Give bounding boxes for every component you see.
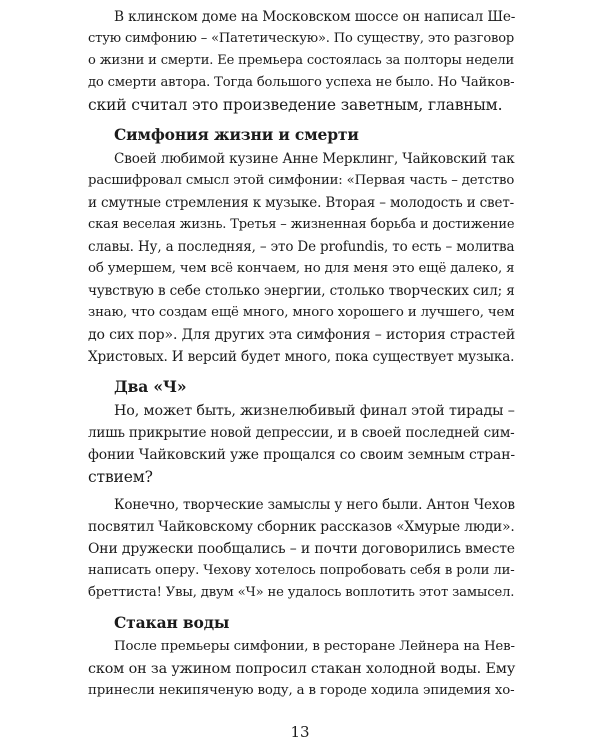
text-line: чувствую в себе столько энергии, столько творческих сил; я <box>88 283 515 299</box>
text-line: до смерти автора. Тогда большого успеха не было. Но Чайков- <box>88 75 515 90</box>
text-line: ствием? <box>88 468 153 486</box>
page-text <box>88 6 516 702</box>
text-line: о жизни и смерти. Ее премьера состоялась за полторы недели <box>88 53 515 68</box>
text-line: В клинском доме на Московском шоссе он написал Ше- <box>114 9 516 25</box>
paragraph-depression <box>88 400 516 488</box>
text-line: Конечно, творческие замыслы у него были. Антон Чехов <box>114 497 515 513</box>
text-line: ская веселая жизнь. Третья – жизненная борьба и достижение <box>88 217 515 232</box>
section-heading-glass-of-water: Стакан воды <box>114 613 230 632</box>
text-line: Христовых. И версий будет много, пока существует музыка. <box>88 349 515 365</box>
paragraph-sixth-symphony <box>88 6 516 116</box>
text-line: фонии Чайковский уже прощался со своим земным стран- <box>88 447 515 463</box>
text-line: славы. Ну, а последняя, – это De profundis, то есть – молитва <box>88 239 515 255</box>
text-line: и смутные стремления к музыке. Вторая – молодость и свет- <box>88 195 515 211</box>
text-line: стую симфонию – «Патетическую». По существу, это разговор <box>88 31 515 46</box>
text-line: ский считал это произведение заветным, главным. <box>88 96 503 114</box>
text-line: Они дружески пообщались – и почти договорились вместе <box>88 541 515 557</box>
text-line: принесли некипяченую воду, а в городе ходила эпидемия хо- <box>88 683 515 698</box>
text-line: Но, может быть, жизнелюбивый финал этой тирады – <box>114 403 515 419</box>
text-line: ском он за ужином попросил стакан холодной воды. Ему <box>88 661 516 677</box>
text-line: посвятил Чайковскому сборник рассказов «Хмурые люди». <box>88 519 515 535</box>
text-line: бреттиста! Увы, двум «Ч» не удалось воплотить этот замысел. <box>88 585 515 600</box>
text-line: Своей любимой кузине Анне Мерклинг, Чайковский так <box>114 151 515 167</box>
text-line: написать оперу. Чехову хотелось попробовать себя в роли ли- <box>88 563 515 578</box>
text-line: лишь прикрытие новой депрессии, и в своей последней сим- <box>88 425 515 441</box>
text-line: знаю, что создам ещё много, много хорошего и лучшего, чем <box>88 305 515 320</box>
section-heading-life-and-death: Симфония жизни и смерти <box>114 125 359 144</box>
text-line: После премьеры симфонии, в ресторане Лейнера на Нев- <box>114 639 515 654</box>
text-line: об умершем, чем всё кончаем, но для меня это ещё далеко, я <box>88 261 515 276</box>
text-line: до сих пор». Для других эта симфония – история страстей <box>88 327 516 343</box>
text-line: расшифровал смысл этой симфонии: «Первая часть – детство <box>88 173 515 188</box>
paragraph-glass-of-water <box>88 636 516 702</box>
section-heading-two-ch: Два «Ч» <box>114 377 187 396</box>
paragraph-symphony-meaning <box>88 148 516 368</box>
paragraph-chekhov <box>88 494 516 604</box>
page-number: 13 <box>290 723 310 741</box>
